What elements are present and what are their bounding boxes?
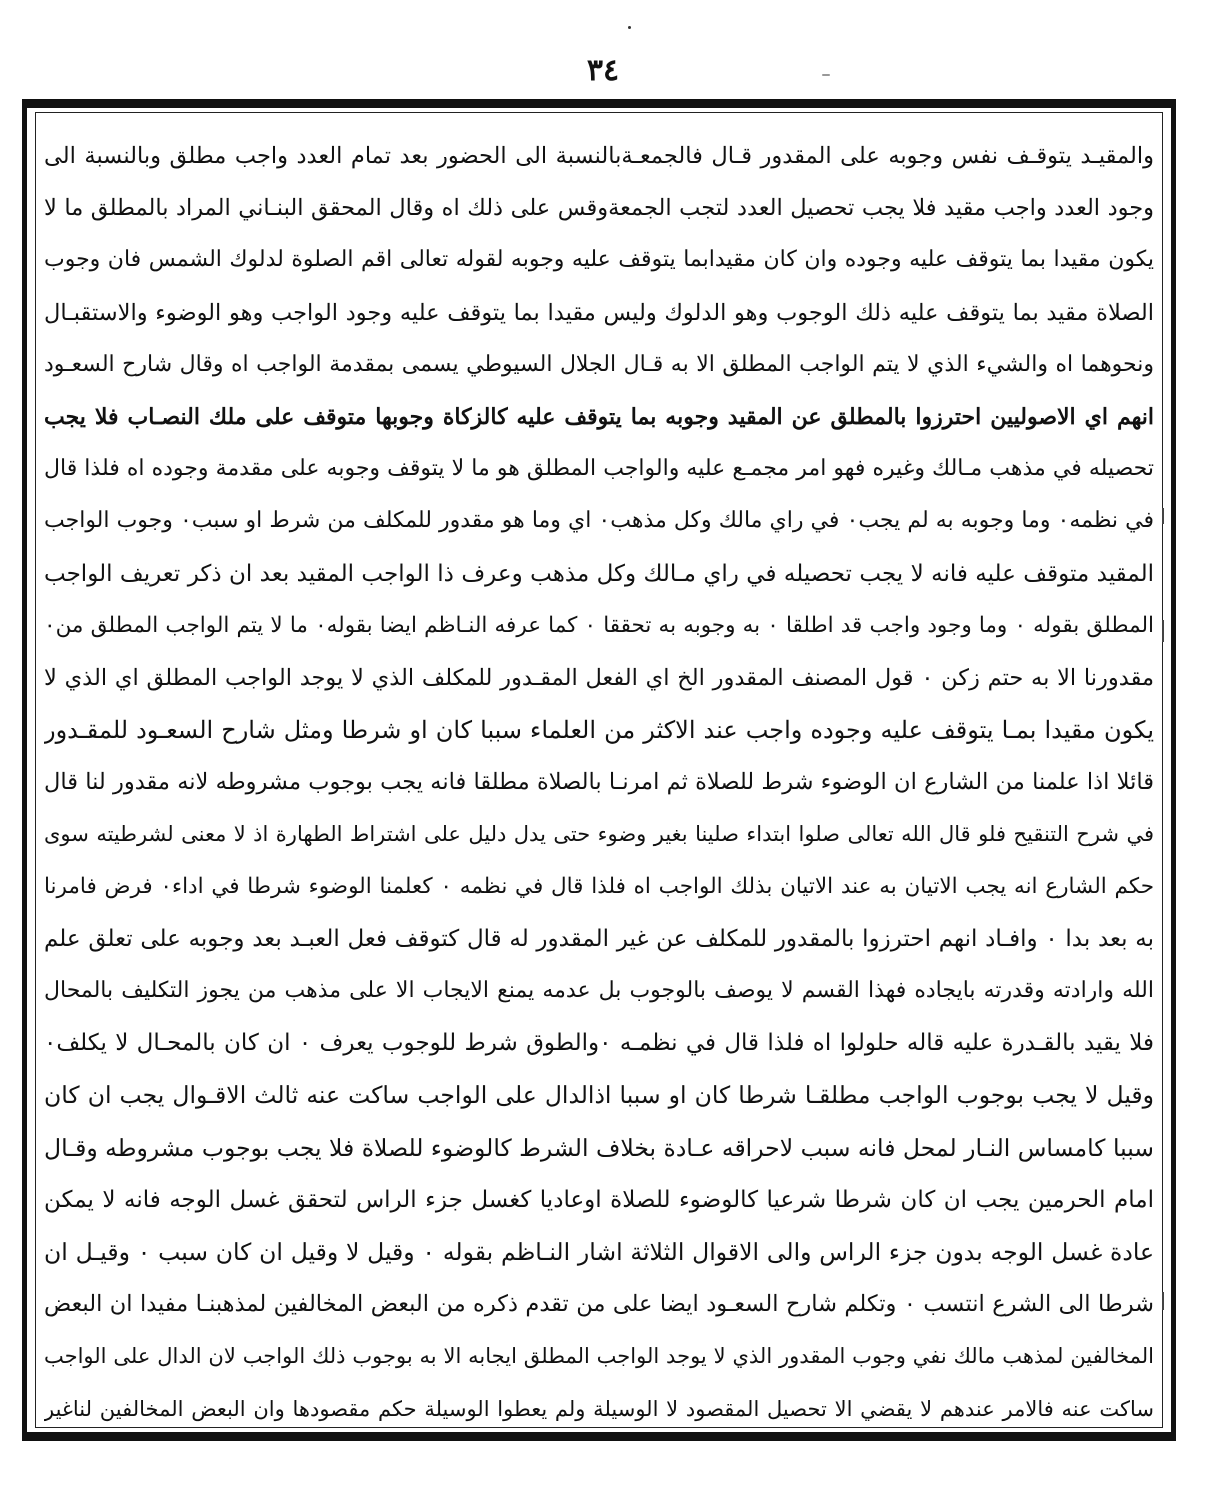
text-line: الصلاة مقيد بما يتوقف عليه ذلك الوجوب وهو الدلوك وليس مقيدا بما يتوقف عليه وجود الواجب وهو الوضوء والاستقبـال (44, 299, 1154, 326)
text-line: الله وارادته وقدرته بايجاده فهذا القسم لا يوصف بالوجوب بل عدمه يمنع الايجاب الا على مذهب من يجوز التكليف بالمحال (44, 978, 1154, 1003)
text-line: ونحوهما اه والشيء الذي لا يتم الواجب المطلق الا به قـال الجلال السيوطي يسمى بمقدمة الواجب اه وقال شارح السعـود (44, 351, 1154, 377)
text-line: قائلا اذا علمنا من الشارع ان الوضوء شرط للصلاة ثم امرنـا بالصلاة مطلقا فانه يجب بوجوب مشروطه لانه مقدور لنا قال (44, 769, 1154, 796)
text-line: انهم اي الاصوليين احترزوا بالمطلق عن المقيد وجوبه بما يتوقف عليه كالزكاة وجوبها متوقف على ملك النصـاب فلا يجب (44, 403, 1154, 430)
text-line: سببا كامساس النـار لمحل فانه سبب لاحراقه عـادة بخلاف الشرط كالوضوء للصلاة فلا يجب بوجوب مشروطه وقـال (44, 1133, 1154, 1162)
text-line: في نظمه٠ وما وجوبه به لم يجب٠ في راي مالك وكل مذهب٠ اي وما هو مقدور للمكلف من شرط او سبب٠ وجوب الواجب (44, 508, 1154, 534)
scan-speck (822, 74, 830, 76)
margin-mark (1162, 508, 1164, 524)
text-line: ساكت عنه فالامر عندهم لا يقضي الا تحصيل المقصود لا الوسيلة ولم يعطوا الوسيلة حكم مقصودها وان البعض المخالفين لناغير (44, 1396, 1154, 1421)
text-line: المخالفين لمذهب مالك نفي وجوب المقدور الذي لا يوجد الواجب المطلق ايجابه الا به بوجوب ذلك الواجب لان الدال على الواجب (44, 1344, 1154, 1369)
text-line: المقيد متوقف عليه فانه لا يجب تحصيله في راي مـالك وكل مذهب وعرف ذا الواجب المقيد بعد ان ذكر تعريف الواجب (44, 560, 1154, 587)
text-line: في شرح التنقيح فلو قال الله تعالى صلوا ابتداء صلينا بغير وضوء حتى يدل دليل على اشتراط الطهارة اذ لا معنى لشرطيته سوى (44, 822, 1154, 847)
text-body (44, 130, 1154, 1435)
margin-mark (1162, 1292, 1164, 1310)
text-line: حكم الشارع انه يجب الاتيان به عند الاتيان بذلك الواجب اه فلذا قال في نظمه ٠ كعلمنا الوضوء شرطا في اداء٠ فرض فامرنا (44, 873, 1154, 899)
text-line: عادة غسل الوجه بدون جزء الراس والى الاقوال الثلاثة اشار النـاظم بقوله ٠ وقيل لا وقيل ان كان سبب ٠ وقيـل ان (44, 1237, 1154, 1266)
margin-mark (1162, 620, 1164, 642)
text-line: به بعد بدا ٠ وافـاد انهم احترزوا بالمقدور للمكلف عن غير المقدور له قال كتوقف فعل العبـد بعد وجوبه على تعلق علم (44, 925, 1154, 952)
text-line: شرطا الى الشرع انتسب ٠ وتكلم شارح السعـود ايضا على من تقدم ذكره من البعض المخالفين لمذهبنـا مفيدا ان البعض (44, 1291, 1154, 1318)
text-line: المطلق بقوله ٠ وما وجود واجب قد اطلقا ٠ به وجوبه به تحققا ٠ كما عرفه النـاظم ايضا بقوله٠ ما لا يتم الواجب المطلق من٠ (44, 612, 1154, 638)
text-line: والمقيـد يتوقـف نفس وجوبه على المقدور قـال فالجمعـةبالنسبة الى الحضور بعد تمام العدد واجب مطلق وبالنسبة الى (44, 143, 1154, 169)
page-number: ٣٤ (586, 53, 620, 88)
text-line: مقدورنا الا به حتم زكن ٠ قول المصنف المقدور الخ اي الفعل المقـدور للمكلف الذي لا يوجد الواجب المطلق اي الذي لا (44, 664, 1154, 691)
frame-top-rule (22, 99, 1176, 108)
text-line: وجود العدد واجب مقيد فلا يجب تحصيل العدد لتجب الجمعةوقس على ذلك اه وقال المحقق البنـاني المراد بالمطلق ما لا (44, 195, 1154, 222)
scan-speck (628, 26, 631, 29)
text-line: تحصيله في مذهب مـالك وغيره فهو امر مجمـع عليه والواجب المطلق هو ما لا يتوقف وجوبه على مقدمة وجوده اه فلذا قال (44, 456, 1154, 482)
text-line: فلا يقيد بالقـدرة عليه قاله حلولوا اه فلذا قال في نظمـه ٠والطوق شرط للوجوب يعرف ٠ ان كان بالمحـال لا يكلف٠ (44, 1030, 1154, 1057)
text-line: يكون مقيدا بمـا يتوقف عليه وجوده واجب عند الاكثر من العلماء سببا كان او شرطا ومثل شارح السعـود للمقـدور (44, 716, 1154, 745)
text-line: امام الحرمين يجب ان كان شرطا شرعيا كالوضوء للصلاة اوعاديا كغسل جزء الراس لتحقق غسل الوجه فانه لا يمكن (44, 1186, 1154, 1213)
text-line: وقيل لا يجب بوجوب الواجب مطلقـا شرطا كان او سببا اذالدال على الواجب ساكت عنه ثالث الاقـوال يجب ان كان (44, 1081, 1154, 1110)
text-line: يكون مقيدا بما يتوقف عليه وجوده وان كان مقيدابما يتوقف عليه وجوبه لقوله تعالى اقم الصلوة لدلوك الشمس فان وجوب (44, 247, 1154, 273)
